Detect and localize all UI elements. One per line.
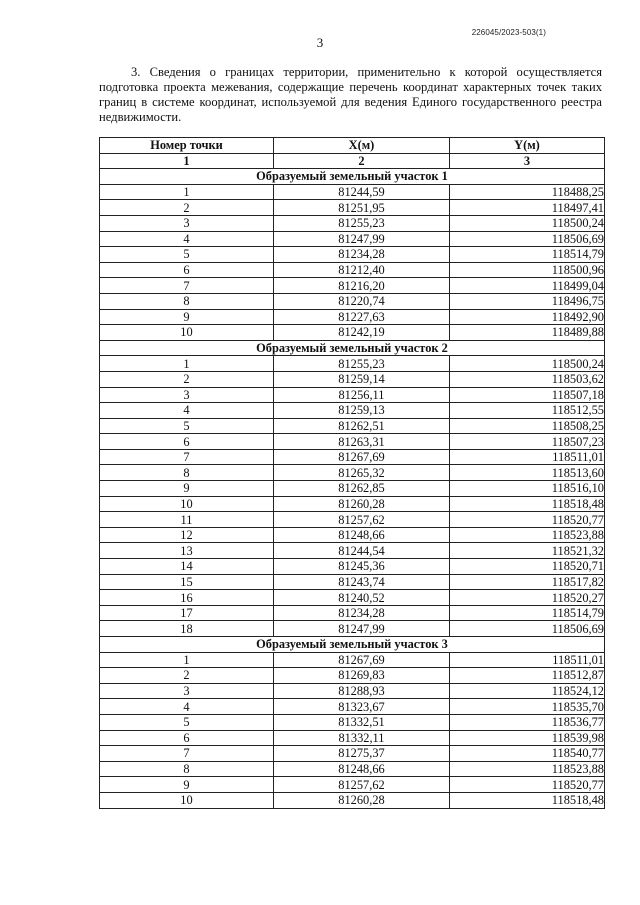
y-coordinate-cell: 118517,82 — [450, 574, 605, 590]
table-row — [100, 325, 605, 341]
x-coordinate-cell: 81234,28 — [274, 247, 450, 263]
y-coordinate-cell: 118523,88 — [450, 761, 605, 777]
section-title: Образуемый земельный участок 2 — [100, 340, 605, 356]
x-coordinate-cell: 81257,62 — [274, 777, 450, 793]
table-row — [100, 356, 605, 372]
y-coordinate-cell: 118497,41 — [450, 200, 605, 216]
point-number-cell: 8 — [100, 293, 274, 309]
section-title: Образуемый земельный участок 3 — [100, 637, 605, 653]
point-number-cell: 4 — [100, 699, 274, 715]
point-number-cell: 2 — [100, 371, 274, 387]
x-coordinate-cell: 81212,40 — [274, 262, 450, 278]
point-number-cell: 10 — [100, 792, 274, 808]
x-coordinate-cell: 81245,36 — [274, 559, 450, 575]
x-coordinate-cell: 81259,13 — [274, 403, 450, 419]
point-number-cell: 8 — [100, 465, 274, 481]
y-coordinate-cell: 118520,77 — [450, 512, 605, 528]
table-row — [100, 262, 605, 278]
point-number-cell: 17 — [100, 605, 274, 621]
table-row — [100, 652, 605, 668]
table-row — [100, 761, 605, 777]
y-coordinate-cell: 118520,71 — [450, 559, 605, 575]
y-coordinate-cell: 118524,12 — [450, 683, 605, 699]
point-number-cell: 7 — [100, 449, 274, 465]
x-coordinate-cell: 81243,74 — [274, 574, 450, 590]
x-coordinate-cell: 81255,23 — [274, 215, 450, 231]
column-index: 1 — [100, 153, 274, 169]
table-body — [100, 169, 605, 808]
table-row — [100, 387, 605, 403]
y-coordinate-cell: 118511,01 — [450, 652, 605, 668]
x-coordinate-cell: 81267,69 — [274, 652, 450, 668]
x-coordinate-cell: 81247,99 — [274, 231, 450, 247]
y-coordinate-cell: 118536,77 — [450, 714, 605, 730]
y-coordinate-cell: 118516,10 — [450, 481, 605, 497]
y-coordinate-cell: 118520,77 — [450, 777, 605, 793]
table-row — [100, 449, 605, 465]
y-coordinate-cell: 118521,32 — [450, 543, 605, 559]
point-number-cell: 12 — [100, 527, 274, 543]
x-coordinate-cell: 81247,99 — [274, 621, 450, 637]
y-coordinate-cell: 118520,27 — [450, 590, 605, 606]
point-number-cell: 1 — [100, 184, 274, 200]
section-header-row — [100, 637, 605, 653]
point-number-cell: 15 — [100, 574, 274, 590]
point-number-cell: 5 — [100, 247, 274, 263]
y-coordinate-cell: 118508,25 — [450, 418, 605, 434]
point-number-cell: 3 — [100, 683, 274, 699]
column-header-x: X(м) — [274, 138, 450, 154]
table-row — [100, 309, 605, 325]
point-number-cell: 3 — [100, 215, 274, 231]
y-coordinate-cell: 118511,01 — [450, 449, 605, 465]
x-coordinate-cell: 81227,63 — [274, 309, 450, 325]
y-coordinate-cell: 118514,79 — [450, 605, 605, 621]
y-coordinate-cell: 118535,70 — [450, 699, 605, 715]
table-row — [100, 184, 605, 200]
table-row — [100, 496, 605, 512]
point-number-cell: 4 — [100, 231, 274, 247]
y-coordinate-cell: 118539,98 — [450, 730, 605, 746]
section-header-row — [100, 169, 605, 185]
table-row — [100, 746, 605, 762]
point-number-cell: 10 — [100, 496, 274, 512]
point-number-cell: 6 — [100, 434, 274, 450]
table-row — [100, 231, 605, 247]
y-coordinate-cell: 118506,69 — [450, 621, 605, 637]
table-row — [100, 481, 605, 497]
table-row — [100, 574, 605, 590]
table-row — [100, 247, 605, 263]
point-number-cell: 9 — [100, 777, 274, 793]
y-coordinate-cell: 118507,18 — [450, 387, 605, 403]
table-row — [100, 621, 605, 637]
table-row — [100, 730, 605, 746]
table-row — [100, 278, 605, 294]
x-coordinate-cell: 81240,52 — [274, 590, 450, 606]
y-coordinate-cell: 118489,88 — [450, 325, 605, 341]
point-number-cell: 13 — [100, 543, 274, 559]
point-number-cell: 1 — [100, 356, 274, 372]
x-coordinate-cell: 81262,51 — [274, 418, 450, 434]
y-coordinate-cell: 118500,24 — [450, 215, 605, 231]
y-coordinate-cell: 118512,87 — [450, 668, 605, 684]
table-row — [100, 293, 605, 309]
x-coordinate-cell: 81248,66 — [274, 527, 450, 543]
x-coordinate-cell: 81265,32 — [274, 465, 450, 481]
y-coordinate-cell: 118518,48 — [450, 792, 605, 808]
x-coordinate-cell: 81256,11 — [274, 387, 450, 403]
x-coordinate-cell: 81275,37 — [274, 746, 450, 762]
coordinates-table — [99, 137, 605, 809]
document-id: 226045/2023-503(1) — [471, 28, 546, 37]
table-row — [100, 683, 605, 699]
table-header — [100, 138, 605, 169]
x-coordinate-cell: 81257,62 — [274, 512, 450, 528]
x-coordinate-cell: 81244,54 — [274, 543, 450, 559]
x-coordinate-cell: 81220,74 — [274, 293, 450, 309]
page-number: 3 — [316, 35, 324, 50]
column-index: 3 — [450, 153, 605, 169]
y-coordinate-cell: 118503,62 — [450, 371, 605, 387]
table-row — [100, 605, 605, 621]
x-coordinate-cell: 81248,66 — [274, 761, 450, 777]
x-coordinate-cell: 81242,19 — [274, 325, 450, 341]
point-number-cell: 1 — [100, 652, 274, 668]
y-coordinate-cell: 118500,96 — [450, 262, 605, 278]
x-coordinate-cell: 81216,20 — [274, 278, 450, 294]
y-coordinate-cell: 118518,48 — [450, 496, 605, 512]
table-row — [100, 434, 605, 450]
point-number-cell: 2 — [100, 668, 274, 684]
table-row — [100, 371, 605, 387]
table-row — [100, 699, 605, 715]
table-row — [100, 777, 605, 793]
point-number-cell: 6 — [100, 262, 274, 278]
x-coordinate-cell: 81244,59 — [274, 184, 450, 200]
point-number-cell: 8 — [100, 761, 274, 777]
section-header-row — [100, 340, 605, 356]
x-coordinate-cell: 81332,11 — [274, 730, 450, 746]
column-header-y: Y(м) — [450, 138, 605, 154]
table-row — [100, 668, 605, 684]
point-number-cell: 4 — [100, 403, 274, 419]
table-row — [100, 714, 605, 730]
y-coordinate-cell: 118540,77 — [450, 746, 605, 762]
x-coordinate-cell: 81260,28 — [274, 792, 450, 808]
x-coordinate-cell: 81255,23 — [274, 356, 450, 372]
y-coordinate-cell: 118496,75 — [450, 293, 605, 309]
column-index-row — [100, 153, 605, 169]
table-row — [100, 512, 605, 528]
intro-paragraph: 3. Сведения о границах территории, применительно к которой осуществляется подготовка проекта межевания, содержащие перечень координат характерных точек таких границ в системе координат, используемой для ведения Единого государственного реестра недвижимости. — [99, 65, 602, 124]
section-title: Образуемый земельный участок 1 — [100, 169, 605, 185]
point-number-cell: 16 — [100, 590, 274, 606]
point-number-cell: 18 — [100, 621, 274, 637]
y-coordinate-cell: 118488,25 — [450, 184, 605, 200]
point-number-cell: 7 — [100, 746, 274, 762]
point-number-cell: 5 — [100, 714, 274, 730]
y-coordinate-cell: 118514,79 — [450, 247, 605, 263]
table-row — [100, 543, 605, 559]
point-number-cell: 10 — [100, 325, 274, 341]
table-row — [100, 200, 605, 216]
point-number-cell: 3 — [100, 387, 274, 403]
y-coordinate-cell: 118512,55 — [450, 403, 605, 419]
y-coordinate-cell: 118523,88 — [450, 527, 605, 543]
point-number-cell: 11 — [100, 512, 274, 528]
x-coordinate-cell: 81332,51 — [274, 714, 450, 730]
y-coordinate-cell: 118507,23 — [450, 434, 605, 450]
y-coordinate-cell: 118492,90 — [450, 309, 605, 325]
point-number-cell: 9 — [100, 309, 274, 325]
column-header-point: Номер точки — [100, 138, 274, 154]
point-number-cell: 2 — [100, 200, 274, 216]
point-number-cell: 5 — [100, 418, 274, 434]
x-coordinate-cell: 81234,28 — [274, 605, 450, 621]
column-index: 2 — [274, 153, 450, 169]
y-coordinate-cell: 118499,04 — [450, 278, 605, 294]
table-row — [100, 792, 605, 808]
x-coordinate-cell: 81323,67 — [274, 699, 450, 715]
y-coordinate-cell: 118513,60 — [450, 465, 605, 481]
table-row — [100, 559, 605, 575]
table-row — [100, 527, 605, 543]
x-coordinate-cell: 81269,83 — [274, 668, 450, 684]
y-coordinate-cell: 118506,69 — [450, 231, 605, 247]
column-header-row — [100, 138, 605, 154]
table-row — [100, 465, 605, 481]
table-row — [100, 590, 605, 606]
table-row — [100, 403, 605, 419]
x-coordinate-cell: 81267,69 — [274, 449, 450, 465]
x-coordinate-cell: 81251,95 — [274, 200, 450, 216]
x-coordinate-cell: 81288,93 — [274, 683, 450, 699]
table-row — [100, 215, 605, 231]
point-number-cell: 6 — [100, 730, 274, 746]
table-row — [100, 418, 605, 434]
x-coordinate-cell: 81260,28 — [274, 496, 450, 512]
point-number-cell: 14 — [100, 559, 274, 575]
x-coordinate-cell: 81263,31 — [274, 434, 450, 450]
point-number-cell: 9 — [100, 481, 274, 497]
point-number-cell: 7 — [100, 278, 274, 294]
x-coordinate-cell: 81259,14 — [274, 371, 450, 387]
x-coordinate-cell: 81262,85 — [274, 481, 450, 497]
y-coordinate-cell: 118500,24 — [450, 356, 605, 372]
